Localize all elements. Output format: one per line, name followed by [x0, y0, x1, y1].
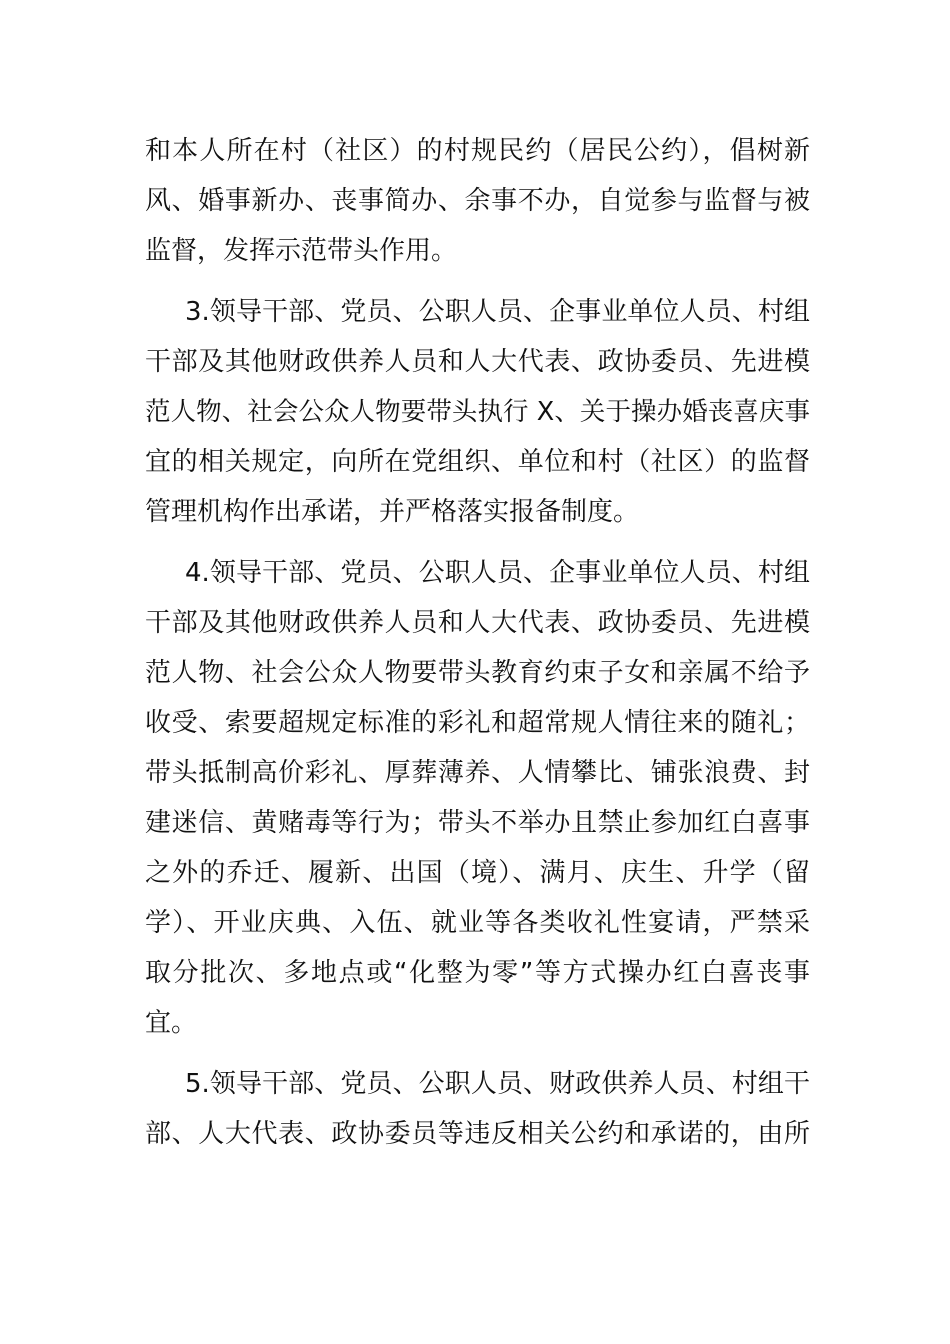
text-line: 宜。 — [145, 1008, 198, 1038]
text-line: 风、婚事新办、丧事简办、余事不办，自觉参与监督与被 — [145, 186, 810, 216]
text-line: 学）、开业庆典、入伍、就业等各类收礼性宴请，严禁采 — [145, 908, 810, 938]
text-line: 和本人所在村（社区）的村规民约（居民公约），倡树新 — [145, 136, 810, 166]
text-line: 3.领导干部、党员、公职人员、企事业单位人员、村组 — [185, 297, 810, 327]
text-line: 5.领导干部、党员、公职人员、财政供养人员、村组干 — [185, 1069, 810, 1099]
text-line: 宜的相关规定，向所在党组织、单位和村（社区）的监督 — [145, 447, 810, 477]
text-line: 取分批次、多地点或“化整为零”等方式操办红白喜丧事 — [145, 958, 810, 988]
text-line: 干部及其他财政供养人员和人大代表、政协委员、先进模 — [145, 347, 810, 377]
text-line: 建迷信、黄赌毒等行为；带头不举办且禁止参加红白喜事 — [145, 808, 810, 838]
text-line: 收受、索要超规定标准的彩礼和超常规人情往来的随礼； — [145, 708, 810, 738]
text-line: 之外的乔迁、履新、出国（境）、满月、庆生、升学（留 — [145, 858, 810, 888]
text-line: 范人物、社会公众人物要带头执行 X、关于操办婚丧喜庆事 — [145, 397, 810, 427]
text-line: 范人物、社会公众人物要带头教育约束子女和亲属不给予 — [145, 658, 810, 688]
text-line: 带头抵制高价彩礼、厚葬薄养、人情攀比、铺张浪费、封 — [145, 758, 810, 788]
text-line: 管理机构作出承诺，并严格落实报备制度。 — [145, 497, 640, 527]
text-line: 干部及其他财政供养人员和人大代表、政协委员、先进模 — [145, 608, 810, 638]
text-line: 4.领导干部、党员、公职人员、企事业单位人员、村组 — [185, 558, 810, 588]
text-line: 监督，发挥示范带头作用。 — [145, 236, 458, 266]
text-line: 部、人大代表、政协委员等违反相关公约和承诺的，由所 — [145, 1119, 810, 1149]
